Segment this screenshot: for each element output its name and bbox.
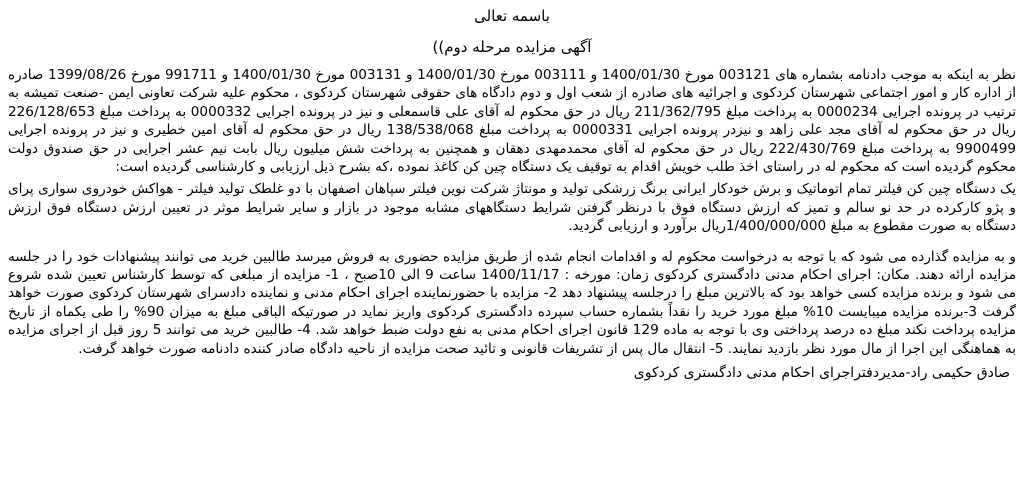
- intro-paragraph: نظر به اینکه به موجب دادنامه بشماره های 003121 مورخ 1400/01/30 و 003111 مورخ 1400/01/30 و 003131 مورخ 1400/01/30 و 991711 مورخ 1399/08/26 صادره از اداره کار و امور اجتماعی شهرستان کردکوی و اجرائیه های صادره از شعب اول و دوم دادگاه های حقوقی شهرستان کردکوی ، محکوم علیه شرکت تعاونی ایمن -صنعت تمیشه به ترتیب در پرونده اجرایی 0000234 به پرداخت مبلغ 211/362/795 ریال در حق محکوم له آقای علی قاسمعلی و نیز در پرونده اجرایی 0000332 به پرداخت مبلغ 226/128/653 ریال در حق محکوم له آقای مجد علی زاهد و نیزدر پرونده اجرایی 0000331 به پرداخت مبلغ 138/538/068 ریال در حق محکوم له آقای امین خطیری و نیز در پرونده اجرایی 9900499 به پرداخت مبلغ 222/430/769 ریال در حق محکوم له آقای محمدمهدی دهقان و همچنین به پرداخت شش میلیون ریال بابت نیم عشر اجرایی در حق صندوق دولت محکوم گردیده است که محکوم له در راستای اخذ طلب خویش اقدام به توقیف یک دستگاه چین کن کاغذ نموده ،که بشرح ذیل ارزیابی و کارشناسی گردیده است:: [8, 67, 1016, 176]
- signature-line: صادق حکیمی راد-مدیردفتراجرای احکام مدنی دادگستری کردکوی: [633, 365, 1010, 382]
- document-title: آگهی مزایده مرحله دوم)): [432, 38, 592, 56]
- auction-terms-paragraph: و به مزایده گذارده می شود که با توجه به درخواست محکوم له و اقدامات انجام شده از طریق مزایده حضوری به فروش میرسد طالبین خرید می توانند پیشنهادات خود را در جلسه مزایده ارائه دهند. مکان: اجرای احکام مدنی دادگستری کردکوی زمان: مورخه : 1400/11/17 ساعت 9 الی 10صبح ، 1- مزایده از مبلغی که توسط کارشناس تعیین شده شروع می شود و برنده مزایده کسی خواهد بود که بالاترین مبلغ را درجلسه پیشنهاد دهد 2- مزایده با حضورنماینده اجرای احکام مدنی و نماینده دادسرای شهرستان کردکوی صورت خواهد گرفت 3-برنده مزایده میبایست 10% مبلغ مورد خرید را نقداً بشماره حساب سپرده دادگستری کردکوی واریز نماید در صورتیکه الباقی مبلغ به میزان 90% را طی یکماه از تاریخ مزایده پرداخت نکند مبلغ ده درصد پرداختی وی با توجه به ماده 129 قانون اجرای احکام مدنی به نفع دولت ضبط خواهد شد. 4- طالبین خرید می توانند 5 روز قبل از اجرای مزایده به هماهنگی این اجرا از مال مورد نظر بازدید نمایند. 5- انتقال مال پس از تشریفات قانونی و تائید صحت مزایده از ناحیه دادگاه صادر کننده دادنامه صورت خواهد گرفت.: [8, 248, 1017, 357]
- item-description-paragraph: یک دستگاه چین کن فیلتر تمام اتوماتیک و برش خودکار ایرانی برنگ زرشکی تولید و مونتاژ شرکت نوین فیلتر سپاهان اصفهان با دو غلطک تولید فیلتر - هواکش خودروی سواری پرای و پژو کارکرده در حد نو سالم و تمیز که ارزش دستگاه فوق با درنظر گرفتن شرایط دستگاههای مشابه موجود در بازار و سایر شرایط موثر در تعیین ارزش دستگاه فوق ارزش دستگاه به صورت مقطوع به مبلغ 1/400/000/000ریال برآورد و ارزیابی گردید.: [8, 181, 1016, 235]
- document-heading: باسمه تعالی: [474, 7, 550, 25]
